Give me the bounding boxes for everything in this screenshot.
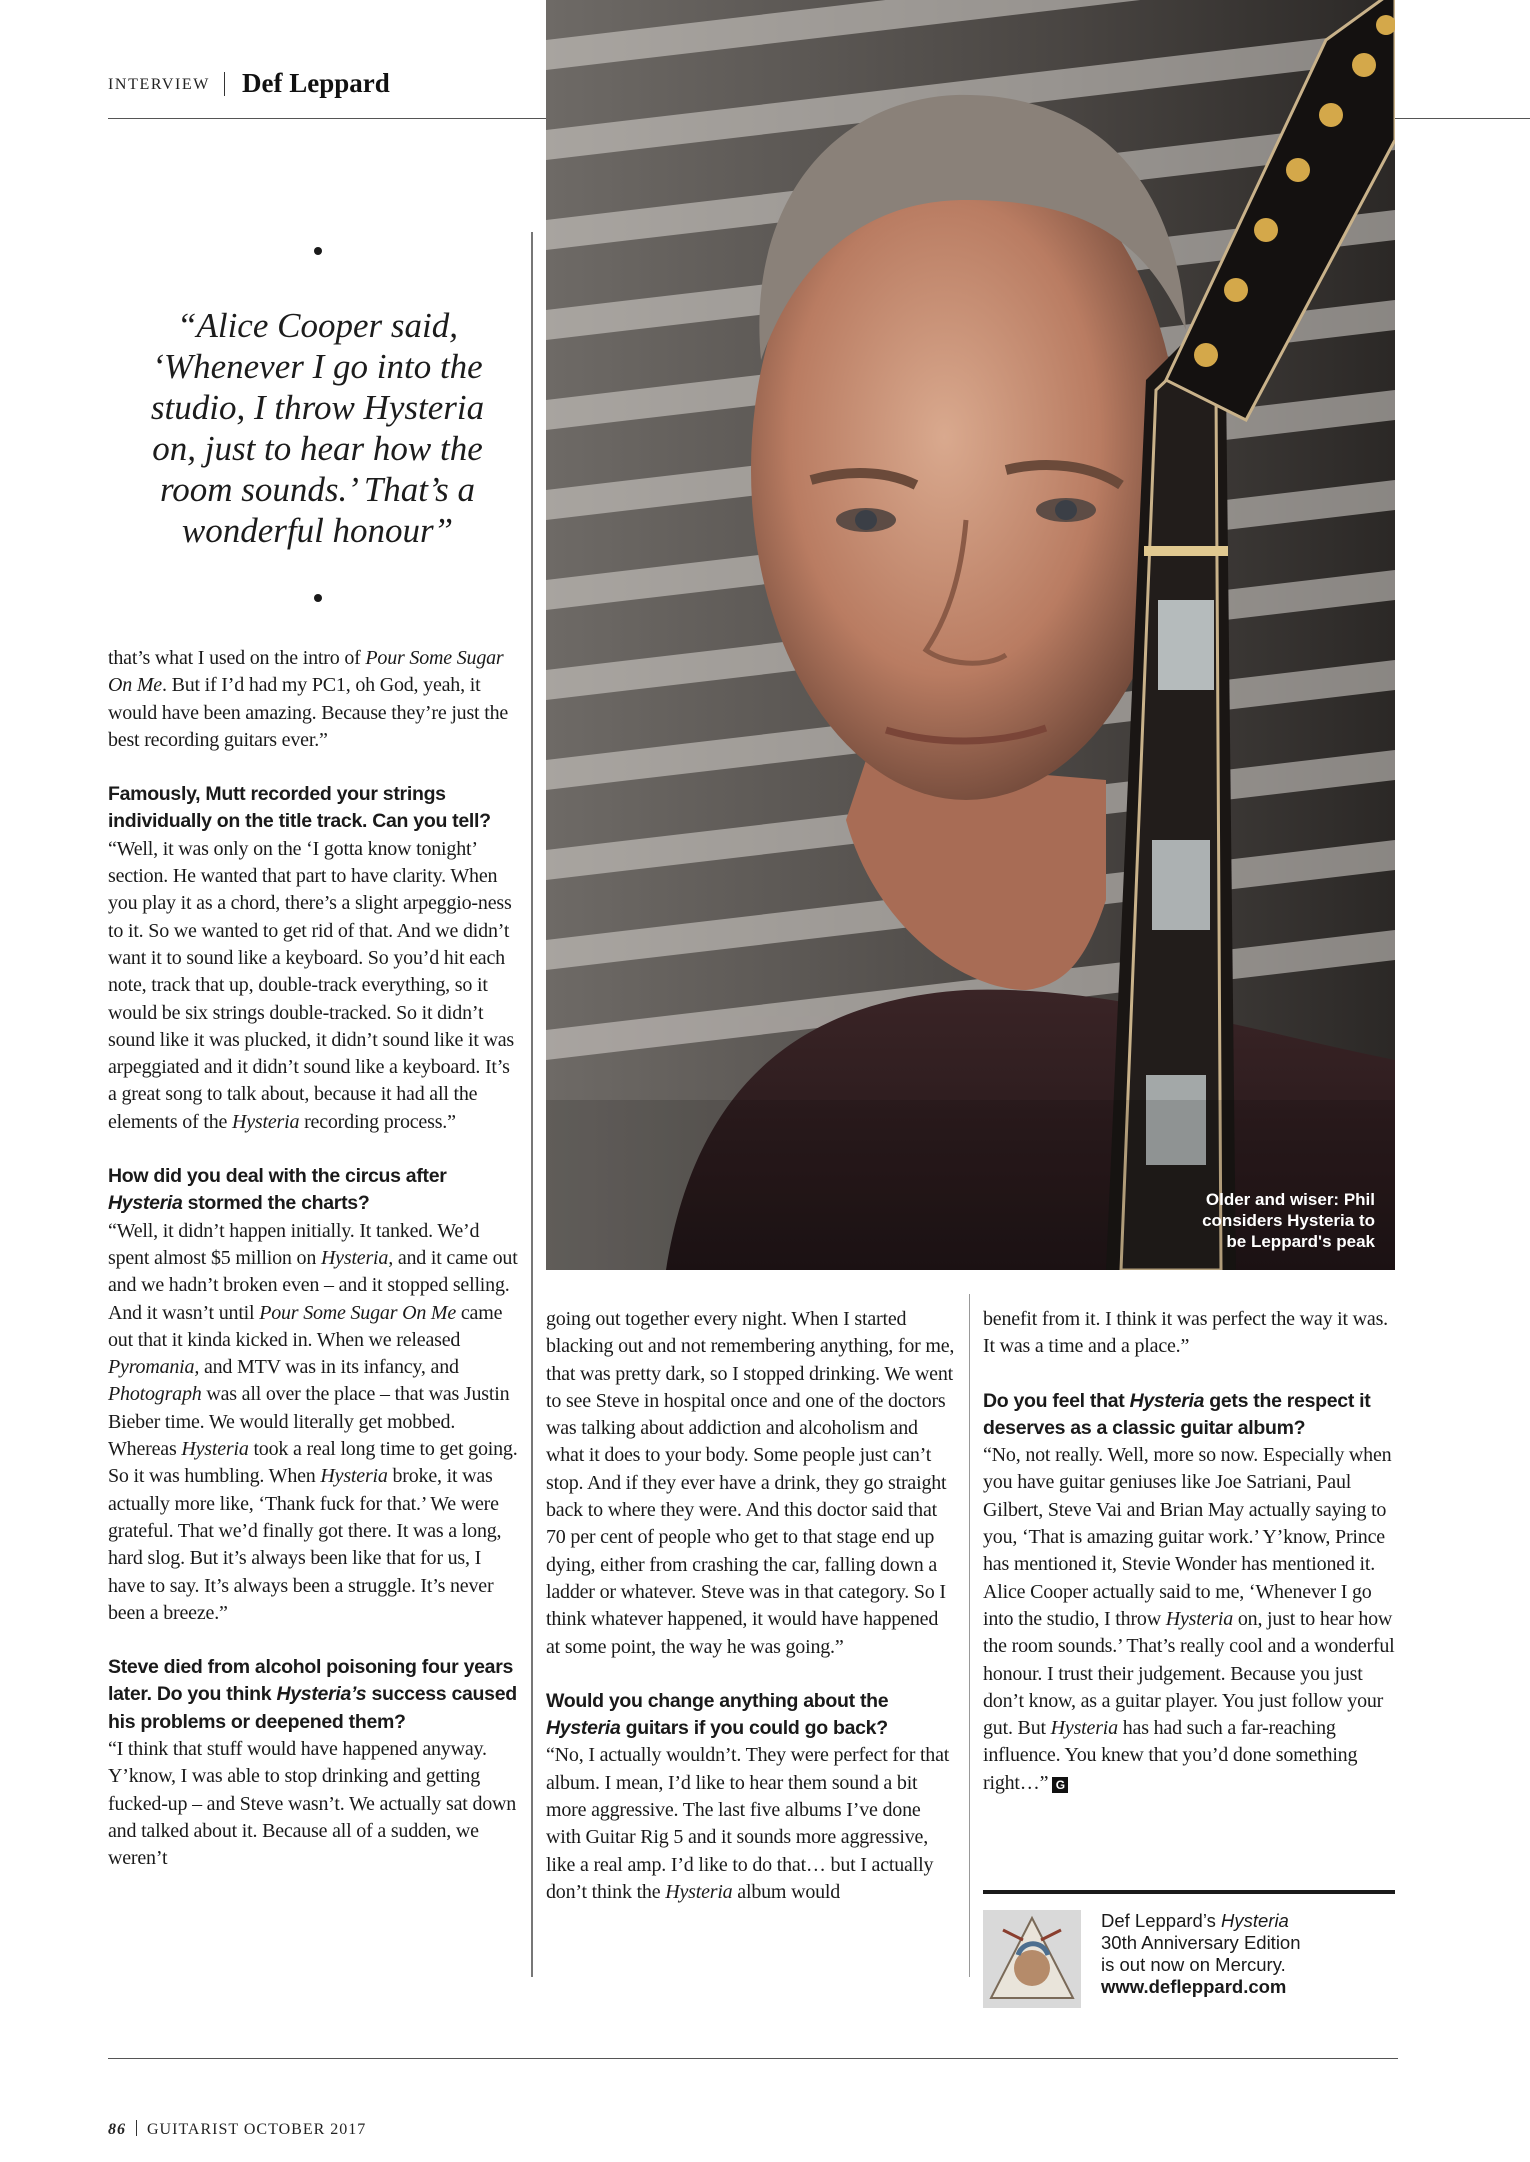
- body-paragraph: benefit from it. I think it was perfect the way it was. It was a time and a place.”: [983, 1308, 1388, 1358]
- article-column-1: [108, 645, 520, 1899]
- pull-quote-line: studio, I throw Hysteria: [150, 388, 485, 427]
- photo-caption: [1155, 1189, 1375, 1252]
- header-rule: [108, 118, 546, 119]
- page-number: 86: [108, 2121, 126, 2138]
- pull-quote-line: “Alice Cooper said,: [177, 306, 458, 345]
- body-paragraph: going out together every night. When I started blacking out and not remembering anything, for me, that was pretty dark, so I stopped drinking. We went to see Steve in hospital once and one of the doctors was talking about addiction and alcoholism and what it does to your body. Some people just can’t stop. And if they ever have a drink, they go straight back to where they were. And this doctor said that 70 per cent of people who get to that stage end up dying, either from crashing the car, falling down a ladder or whatever. Steve was in that category. So I think whatever happened, it would have happened at some point, the way he was going.”: [546, 1308, 955, 1658]
- release-info: [1101, 1910, 1401, 1998]
- footer-divider: [136, 2120, 137, 2136]
- pull-quote-dot-bottom: [314, 594, 322, 602]
- body-paragraph: “No, I actually wouldn’t. They were perfect for that album. I mean, I’d like to hear them sound a bit more aggressive. The last five albums I’ve done with Guitar Rig 5 and it sounds more aggressive, like a real amp. I’d like to do that… but I actually don’t think the Hysteria album would: [546, 1744, 950, 1903]
- interview-question: Do you feel that Hysteria gets the respect it deserves as a classic guitar album?: [983, 1389, 1371, 1439]
- interview-question: Steve died from alcohol poisoning four years later. Do you think Hysteria’s success caused his problems or deepened them?: [108, 1656, 517, 1733]
- article-column-3: [983, 1306, 1395, 1824]
- article-title: Def Leppard: [242, 68, 390, 98]
- caption-line: Older and wiser: Phil: [1205, 1190, 1375, 1209]
- pull-quote: [120, 305, 515, 551]
- caption-line: be Leppard's peak: [1226, 1232, 1375, 1251]
- interview-question: How did you deal with the circus after Hysteria stormed the charts?: [108, 1165, 447, 1215]
- release-line: 30th Anniversary Edition: [1101, 1932, 1301, 1953]
- release-line: is out now on Mercury.: [1101, 1954, 1286, 1975]
- column-rule: [531, 232, 533, 1977]
- page-footer: [108, 2120, 366, 2139]
- footer-rule: [108, 2058, 1398, 2059]
- info-box-rule: [983, 1890, 1395, 1894]
- pull-quote-line: ‘Whenever I go into the: [152, 347, 483, 386]
- body-paragraph: “Well, it was only on the ‘I gotta know tonight’ section. He wanted that part to have clarity. When you play it as a chord, there’s a slight arpeggio-ness to it. So we wanted to get rid of that. And we didn’t want it to sound like a keyboard. So you’d hit each note, track that up, double-track everything, so it would be six strings double-tracked. So it didn’t sound like it was plucked, it didn’t sound like it was arpeggiated and it didn’t sound like a keyboard. It’s a great song to talk about, because it had all the elements of the Hysteria recording process.”: [108, 837, 515, 1133]
- pull-quote-dot-top: [314, 247, 322, 255]
- pull-quote-line: on, just to hear how the: [152, 429, 483, 468]
- header-divider: [224, 72, 225, 96]
- article-column-2: [546, 1306, 956, 1933]
- portrait-photo: [546, 0, 1395, 1270]
- body-paragraph: “I think that stuff would have happened anyway. Y’know, I was able to stop drinking and getting fucked-up – and Steve wasn’t. We actually sat down and talked about it. Because all of a sudden, we weren’t: [108, 1737, 517, 1870]
- column-rule-right: [969, 1294, 970, 1977]
- body-paragraph: “Well, it didn’t happen initially. It tanked. We’d spent almost $5 million on Hysteria, and it came out and we hadn’t broken even – and it stopped selling. And it wasn’t until Pour Some Sugar On Me came out that it kinda kicked in. When we released Pyromania, and MTV was in its infancy, and Photograph was all over the place – that was Justin Bieber time. We would literally get mobbed. Whereas Hysteria took a real long time to get going. So it was humbling. When Hysteria broke, it was actually more like, ‘Thank fuck for that.’ We were grateful. That we’d finally got there. It was a long, hard slog. But it’s always been like that for us, I have to say. It’s always been a struggle. It’s never been a breeze.”: [108, 1219, 518, 1624]
- album-cover-image: [983, 1910, 1081, 2008]
- end-mark-icon: G: [1052, 1777, 1068, 1793]
- caption-line: considers Hysteria to: [1202, 1211, 1375, 1230]
- body-paragraph: that’s what I used on the intro of Pour Some Sugar On Me. But if I’d had my PC1, oh God, yeah, it would have been amazing. Because they’re just the best recording guitars ever.”: [108, 647, 509, 751]
- website-link[interactable]: www.defleppard.com: [1101, 1976, 1287, 1997]
- body-paragraph: “No, not really. Well, more so now. Especially when you have guitar geniuses like Joe Satriani, Paul Gilbert, Steve Vai and Brian May actually saying to you, ‘That is amazing guitar work.’ Y’know, Prince has mentioned it, Stevie Wonder has mentioned it. Alice Cooper actually said to me, ‘Whenever I go into the studio, I throw Hysteria on, just to hear how the room sounds.’ That’s really cool and a wonderful honour. I trust their judgement. Because you just don’t know, as a guitar player. You just follow your gut. But Hysteria has had such a far-reaching influence. You knew that you’d done something right…” G: [983, 1444, 1395, 1794]
- header-rule-right: [1395, 118, 1530, 119]
- pull-quote-line: wonderful honour”: [181, 511, 454, 550]
- interview-question: Would you change anything about the Hysteria guitars if you could go back?: [546, 1689, 889, 1740]
- release-line: Def Leppard’s Hysteria: [1101, 1910, 1289, 1931]
- pull-quote-line: room sounds.’ That’s a: [159, 470, 476, 509]
- issue-date: OCTOBER 2017: [243, 2121, 367, 2138]
- interview-question: Famously, Mutt recorded your strings individually on the title track. Can you tell?: [108, 783, 491, 833]
- magazine-name: GUITARIST: [147, 2121, 239, 2138]
- section-label: INTERVIEW: [108, 76, 210, 93]
